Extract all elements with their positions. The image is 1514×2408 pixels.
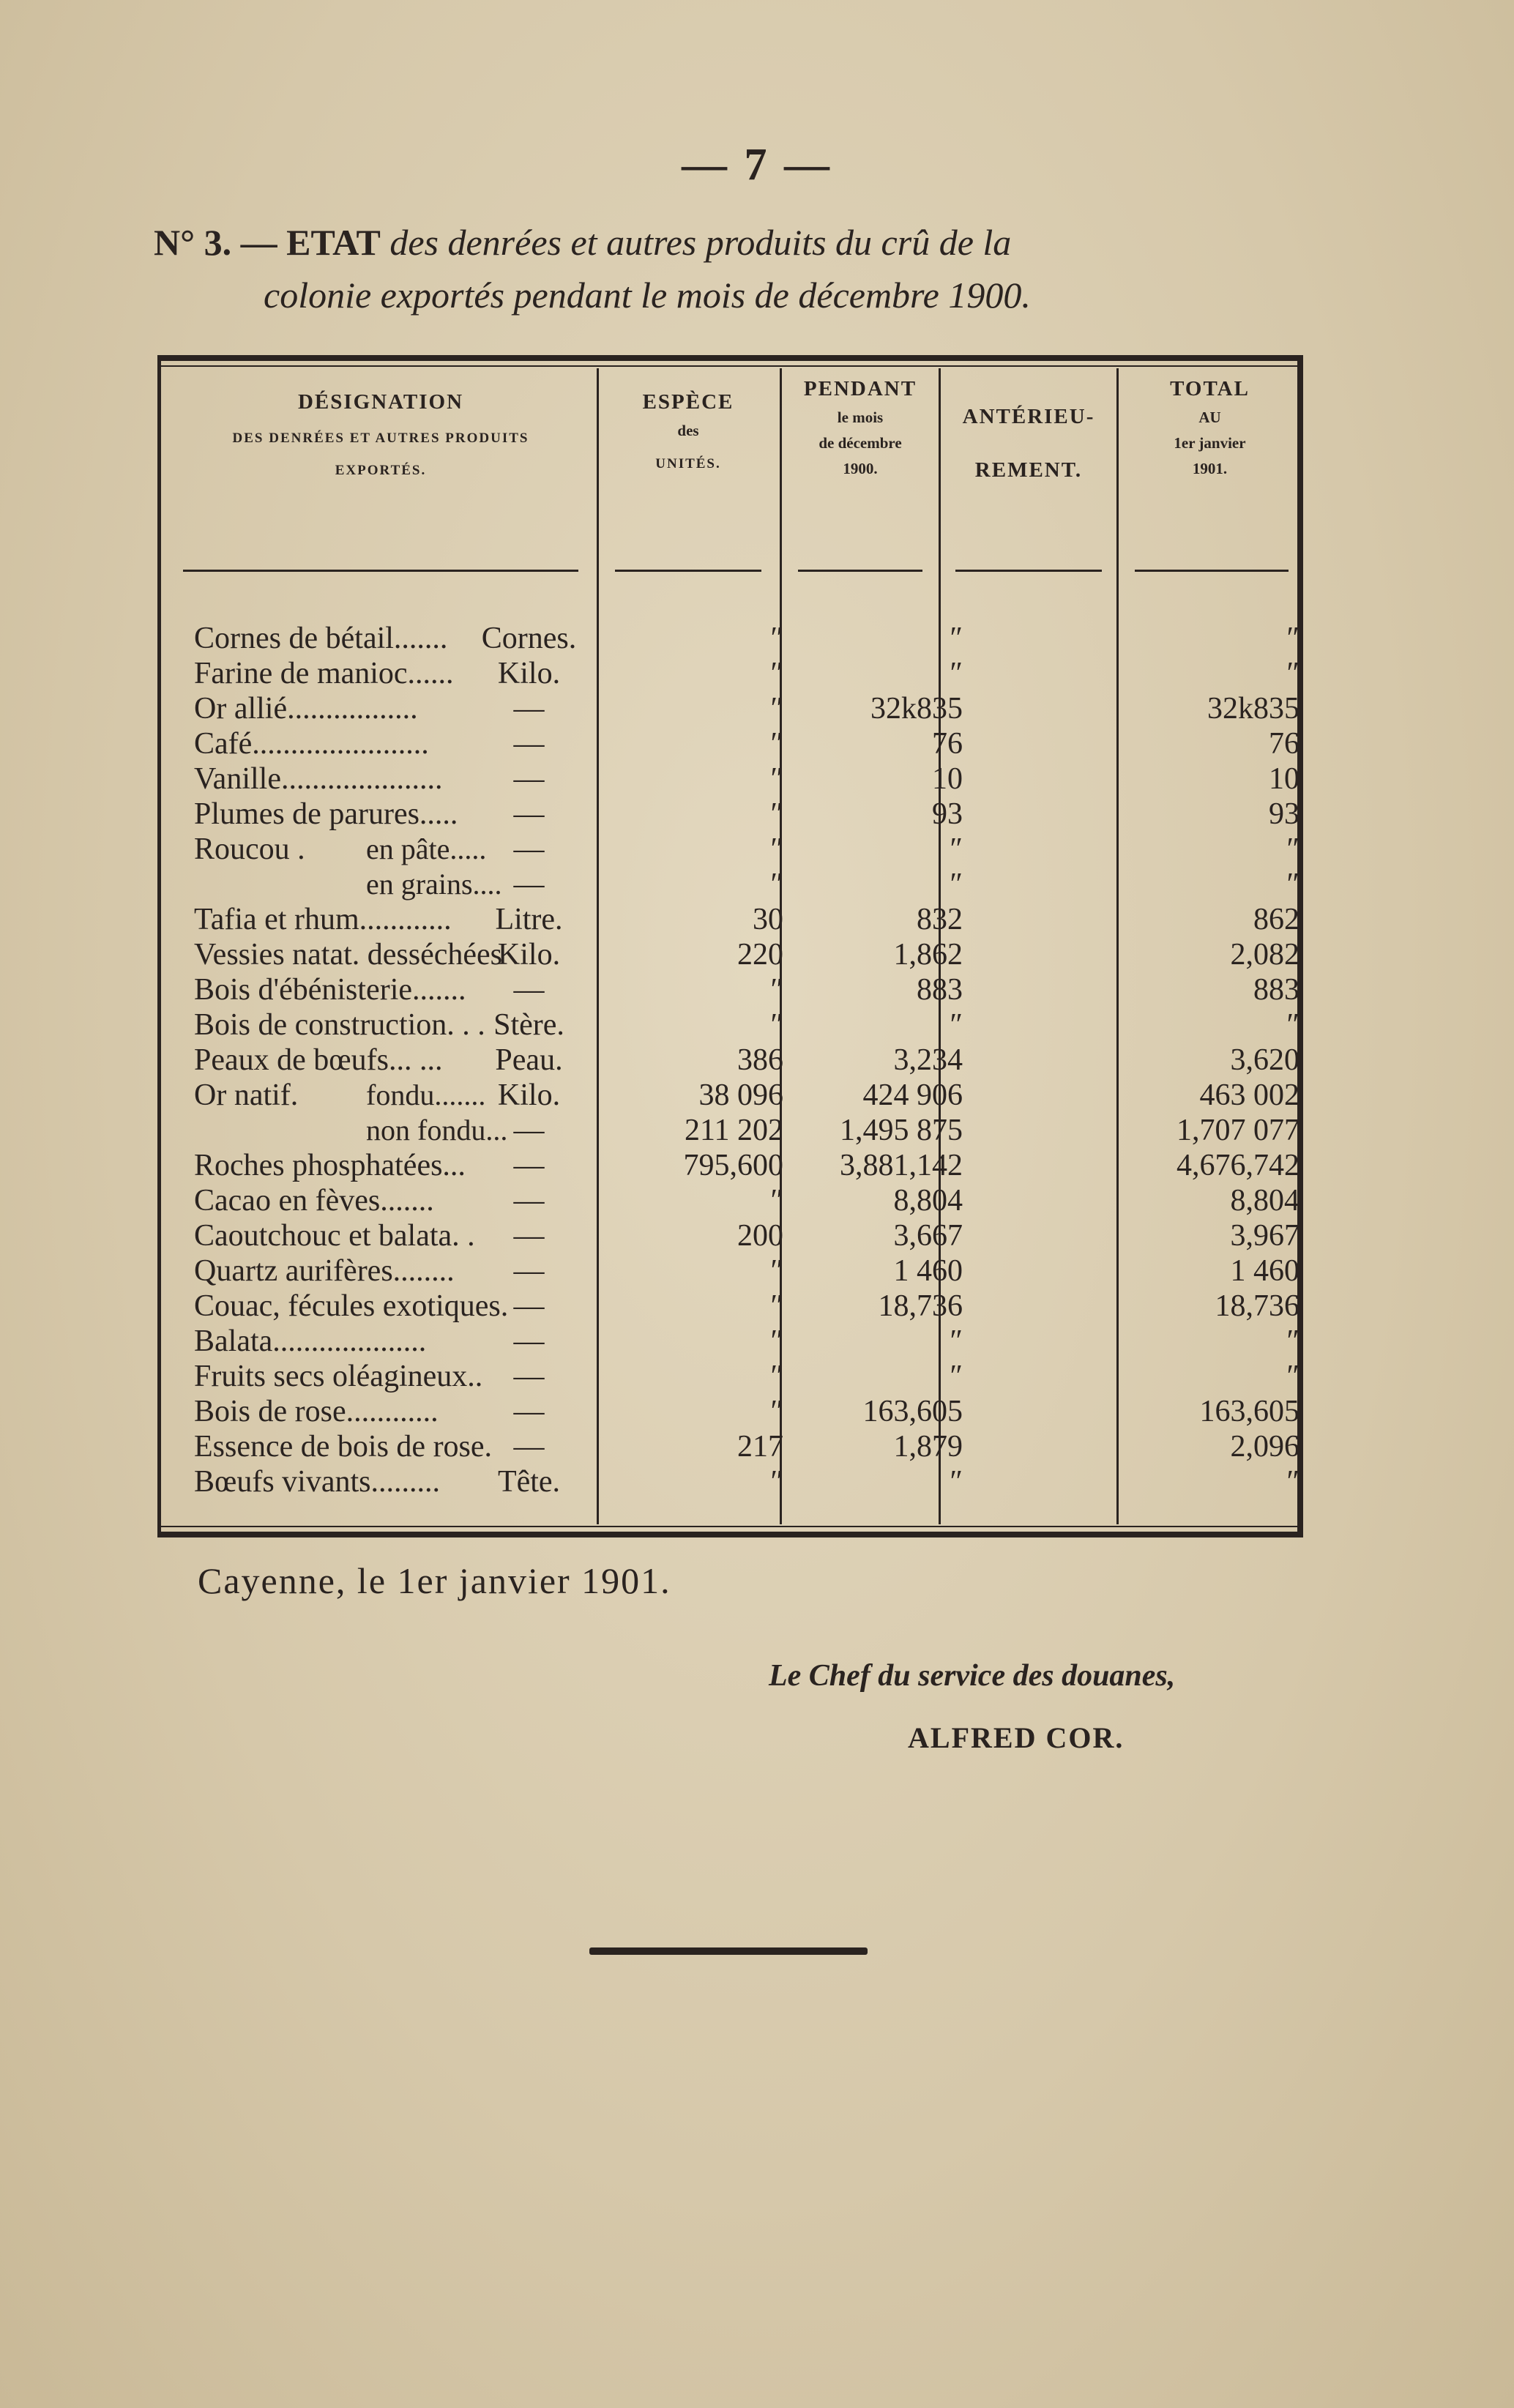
cell-espece: — — [513, 692, 545, 726]
cell-pendant: 30 — [753, 903, 783, 936]
cell-designation: Bois de construction. . . — [194, 1008, 485, 1042]
cell-anterieurement: 424 906 — [862, 1078, 963, 1112]
cell-anterieurement: 8,804 — [893, 1184, 963, 1218]
cell-espece: — — [513, 1254, 545, 1288]
header-anterieurement-sub: REMENT. — [974, 458, 1083, 482]
cell-pendant: 38 096 — [698, 1078, 783, 1112]
cell-total: 1 460 — [1230, 1254, 1299, 1288]
cell-pendant: ″ — [770, 1008, 783, 1042]
cell-total: 163,605 — [1199, 1395, 1299, 1428]
signature-name: ALFRED COR. — [908, 1721, 1125, 1754]
header-designation-sub: DES DENRÉES ET AUTRES PRODUITS — [232, 430, 529, 446]
cell-total: 3,967 — [1230, 1219, 1299, 1253]
cell-total: ″ — [1286, 1324, 1299, 1358]
title-line1: des denrées et autres produits du crû de la — [389, 222, 1012, 263]
cell-anterieurement: ″ — [950, 868, 963, 901]
title-line2: colonie exportés pendant le mois de décembre 1900. — [264, 275, 1031, 316]
header-separator — [183, 570, 578, 572]
header-total-sub: AU — [1198, 409, 1221, 426]
cell-pendant: ″ — [770, 727, 783, 761]
table-row — [161, 1078, 1297, 1113]
table-row — [161, 656, 1297, 691]
table-row — [161, 1218, 1297, 1253]
cell-pendant: ″ — [770, 1324, 783, 1358]
table-row — [161, 621, 1297, 656]
cell-espece: — — [513, 1114, 545, 1147]
cell-designation: Roches phosphatées... — [194, 1149, 466, 1182]
cell-anterieurement: 832 — [917, 903, 963, 936]
cell-pendant: ″ — [770, 1465, 783, 1499]
cell-subdesignation: en pâte..... — [366, 832, 487, 865]
cell-total: 463 002 — [1199, 1078, 1299, 1112]
header-total-sub: 1901. — [1192, 460, 1228, 477]
cell-anterieurement: ″ — [950, 657, 963, 690]
cell-anterieurement: 1,879 — [893, 1430, 963, 1464]
cell-designation: Bois d'ébénisterie....... — [194, 973, 466, 1007]
header-separator — [955, 570, 1102, 572]
cell-total: ″ — [1286, 622, 1299, 655]
cell-anterieurement: 18,736 — [878, 1289, 963, 1323]
header-total-title: TOTAL — [1170, 377, 1250, 400]
header-designation-sub: EXPORTÉS. — [335, 463, 427, 478]
header-pendant-sub: de décembre — [818, 434, 902, 452]
cell-anterieurement: ″ — [950, 1008, 963, 1042]
cell-pendant: 217 — [737, 1430, 783, 1464]
cell-pendant: ″ — [770, 973, 783, 1007]
table-row — [161, 1148, 1297, 1183]
cell-designation: Essence de bois de rose. — [194, 1430, 493, 1464]
cell-subdesignation: fondu....... — [366, 1078, 486, 1111]
cell-espece: Kilo. — [497, 1078, 561, 1112]
cell-anterieurement: ″ — [950, 622, 963, 655]
cell-pendant: ″ — [770, 692, 783, 726]
cell-designation: Café....................... — [194, 727, 429, 761]
cell-anterieurement: 883 — [917, 973, 963, 1007]
cell-espece: Peau. — [495, 1043, 563, 1077]
cell-espece: Stère. — [493, 1008, 564, 1042]
cell-designation: Fruits secs oléagineux.. — [194, 1360, 483, 1393]
header-separator — [615, 570, 761, 572]
cell-total: 8,804 — [1230, 1184, 1299, 1218]
cell-anterieurement: 3,234 — [893, 1043, 963, 1077]
header-espece-title: ESPÈCE — [642, 390, 734, 414]
cell-anterieurement: 1 460 — [893, 1254, 963, 1288]
cell-designation: Or natif. — [194, 1078, 299, 1112]
cell-total: 76 — [1269, 727, 1299, 761]
table-row — [161, 1289, 1297, 1324]
cell-espece: Kilo. — [497, 938, 561, 972]
cell-espece: — — [513, 1149, 545, 1182]
cell-espece: — — [513, 973, 545, 1007]
cell-pendant: ″ — [770, 762, 783, 796]
cell-espece: — — [513, 1360, 545, 1393]
cell-espece: Cornes. — [481, 622, 577, 655]
cell-anterieurement: 10 — [932, 762, 963, 796]
cell-designation: Peaux de bœufs... ... — [194, 1043, 443, 1077]
title-lead: N° 3. — ETAT — [154, 222, 381, 263]
cell-espece: — — [513, 1324, 545, 1358]
cell-designation: Caoutchouc et balata. . — [194, 1219, 475, 1253]
cell-espece: — — [513, 797, 545, 831]
table-row — [161, 867, 1297, 902]
cell-pendant: ″ — [770, 1289, 783, 1323]
table-row — [161, 937, 1297, 972]
header-total — [1120, 377, 1299, 478]
cell-pendant: ″ — [770, 657, 783, 690]
cell-subdesignation: non fondu... — [366, 1114, 508, 1147]
cell-espece: — — [513, 832, 545, 866]
cell-total: ″ — [1286, 1008, 1299, 1042]
signature-role: Le Chef du service des douanes, — [769, 1659, 1176, 1693]
cell-designation: Couac, fécules exotiques. — [194, 1289, 509, 1323]
header-separator — [1135, 570, 1289, 572]
table-row — [161, 1394, 1297, 1429]
cell-total: 2,096 — [1230, 1430, 1299, 1464]
cell-designation: Vessies natat. desséchées — [194, 938, 503, 972]
cell-espece: — — [513, 762, 545, 796]
table-row — [161, 761, 1297, 797]
cell-total: ″ — [1286, 1465, 1299, 1499]
cell-espece: Kilo. — [497, 657, 561, 690]
cell-designation: Vanille..................... — [194, 762, 443, 796]
cell-anterieurement: ″ — [950, 832, 963, 866]
cell-anterieurement: 1,862 — [893, 938, 963, 972]
cell-pendant: ″ — [770, 1254, 783, 1288]
cell-pendant: 211 202 — [685, 1114, 783, 1147]
cell-espece: — — [513, 1184, 545, 1218]
cell-pendant: 795,600 — [683, 1149, 783, 1182]
cell-espece: — — [513, 727, 545, 761]
header-espece-sub: UNITÉS. — [655, 456, 721, 471]
cell-anterieurement: ″ — [950, 1360, 963, 1393]
cell-designation: Plumes de parures..... — [194, 797, 458, 831]
cell-designation: Cornes de bétail....... — [194, 622, 448, 655]
table-row — [161, 726, 1297, 761]
cell-subdesignation: en grains.... — [366, 868, 502, 901]
table-bottom-rule — [161, 1526, 1297, 1527]
header-designation — [176, 390, 586, 479]
cell-anterieurement: ″ — [950, 1465, 963, 1499]
cell-total: ″ — [1286, 868, 1299, 901]
cell-total: 862 — [1253, 903, 1299, 936]
header-pendant-sub: 1900. — [843, 460, 878, 477]
table-row — [161, 1464, 1297, 1499]
cell-total: 2,082 — [1230, 938, 1299, 972]
cell-designation: Or allié................. — [194, 692, 418, 726]
cell-pendant: ″ — [770, 1360, 783, 1393]
closing-rule — [589, 1947, 868, 1955]
cell-designation: Tafia et rhum............ — [194, 903, 452, 936]
cell-pendant: 200 — [737, 1219, 783, 1253]
cell-pendant: ″ — [770, 622, 783, 655]
cell-pendant: ″ — [770, 832, 783, 866]
exports-table — [157, 355, 1303, 1537]
table-row — [161, 1429, 1297, 1464]
cell-designation: Cacao en fèves....... — [194, 1184, 434, 1218]
table-row — [161, 1183, 1297, 1218]
place-date: Cayenne, le 1er janvier 1901. — [198, 1560, 671, 1601]
header-espece-sub: des — [677, 422, 699, 439]
cell-anterieurement: 76 — [932, 727, 963, 761]
cell-total: 4,676,742 — [1176, 1149, 1299, 1182]
header-separator — [798, 570, 922, 572]
cell-anterieurement: 1,495 875 — [840, 1114, 963, 1147]
table-row — [161, 1043, 1297, 1078]
cell-anterieurement: 32k835 — [870, 692, 963, 726]
page-number: — 7 — — [682, 140, 832, 190]
cell-designation: Farine de manioc...... — [194, 657, 454, 690]
table-row — [161, 1113, 1297, 1148]
cell-total: ″ — [1286, 1360, 1299, 1393]
header-pendant-title: PENDANT — [803, 377, 917, 400]
cell-pendant: ″ — [770, 1395, 783, 1428]
table-row — [161, 1253, 1297, 1289]
cell-total: 93 — [1269, 797, 1299, 831]
header-designation-title: DÉSIGNATION — [297, 390, 464, 414]
cell-espece: — — [513, 1289, 545, 1323]
cell-pendant: ″ — [770, 797, 783, 831]
table-row — [161, 902, 1297, 937]
cell-total: 32k835 — [1207, 692, 1299, 726]
header-anterieurement — [942, 405, 1115, 482]
cell-anterieurement: 3,667 — [893, 1219, 963, 1253]
page-title — [154, 216, 1384, 321]
cell-anterieurement: 163,605 — [862, 1395, 963, 1428]
cell-total: ″ — [1286, 832, 1299, 866]
cell-total: 3,620 — [1230, 1043, 1299, 1077]
table-top-rule — [161, 365, 1297, 367]
cell-espece: Tête. — [497, 1465, 561, 1499]
cell-total: ″ — [1286, 657, 1299, 690]
cell-anterieurement: 93 — [932, 797, 963, 831]
cell-anterieurement: 3,881,142 — [840, 1149, 963, 1182]
cell-designation: Balata.................... — [194, 1324, 427, 1358]
cell-pendant: 220 — [737, 938, 783, 972]
cell-espece: — — [513, 1395, 545, 1428]
table-row — [161, 972, 1297, 1007]
cell-total: 1,707 077 — [1176, 1114, 1299, 1147]
cell-total: 10 — [1269, 762, 1299, 796]
cell-espece: — — [513, 1219, 545, 1253]
cell-pendant: ″ — [770, 868, 783, 901]
table-row — [161, 1007, 1297, 1043]
header-pendant-sub: le mois — [837, 409, 884, 426]
table-row — [161, 797, 1297, 832]
header-total-sub: 1er janvier — [1174, 434, 1246, 452]
cell-designation: Roucou . — [194, 832, 305, 866]
cell-total: 883 — [1253, 973, 1299, 1007]
cell-espece: Litre. — [495, 903, 563, 936]
header-espece — [600, 390, 776, 472]
cell-pendant: ″ — [770, 1184, 783, 1218]
cell-designation: Bois de rose............ — [194, 1395, 439, 1428]
cell-designation: Bœufs vivants......... — [194, 1465, 440, 1499]
table-row — [161, 1324, 1297, 1359]
cell-total: 18,736 — [1215, 1289, 1299, 1323]
cell-espece: — — [513, 868, 545, 901]
table-row — [161, 832, 1297, 867]
cell-pendant: 386 — [737, 1043, 783, 1077]
header-anterieurement-title: ANTÉRIEU- — [962, 405, 1095, 428]
cell-espece: — — [513, 1430, 545, 1464]
table-row — [161, 691, 1297, 726]
cell-anterieurement: ″ — [950, 1324, 963, 1358]
cell-designation: Quartz aurifères........ — [194, 1254, 455, 1288]
table-row — [161, 1359, 1297, 1394]
header-pendant — [783, 377, 937, 478]
